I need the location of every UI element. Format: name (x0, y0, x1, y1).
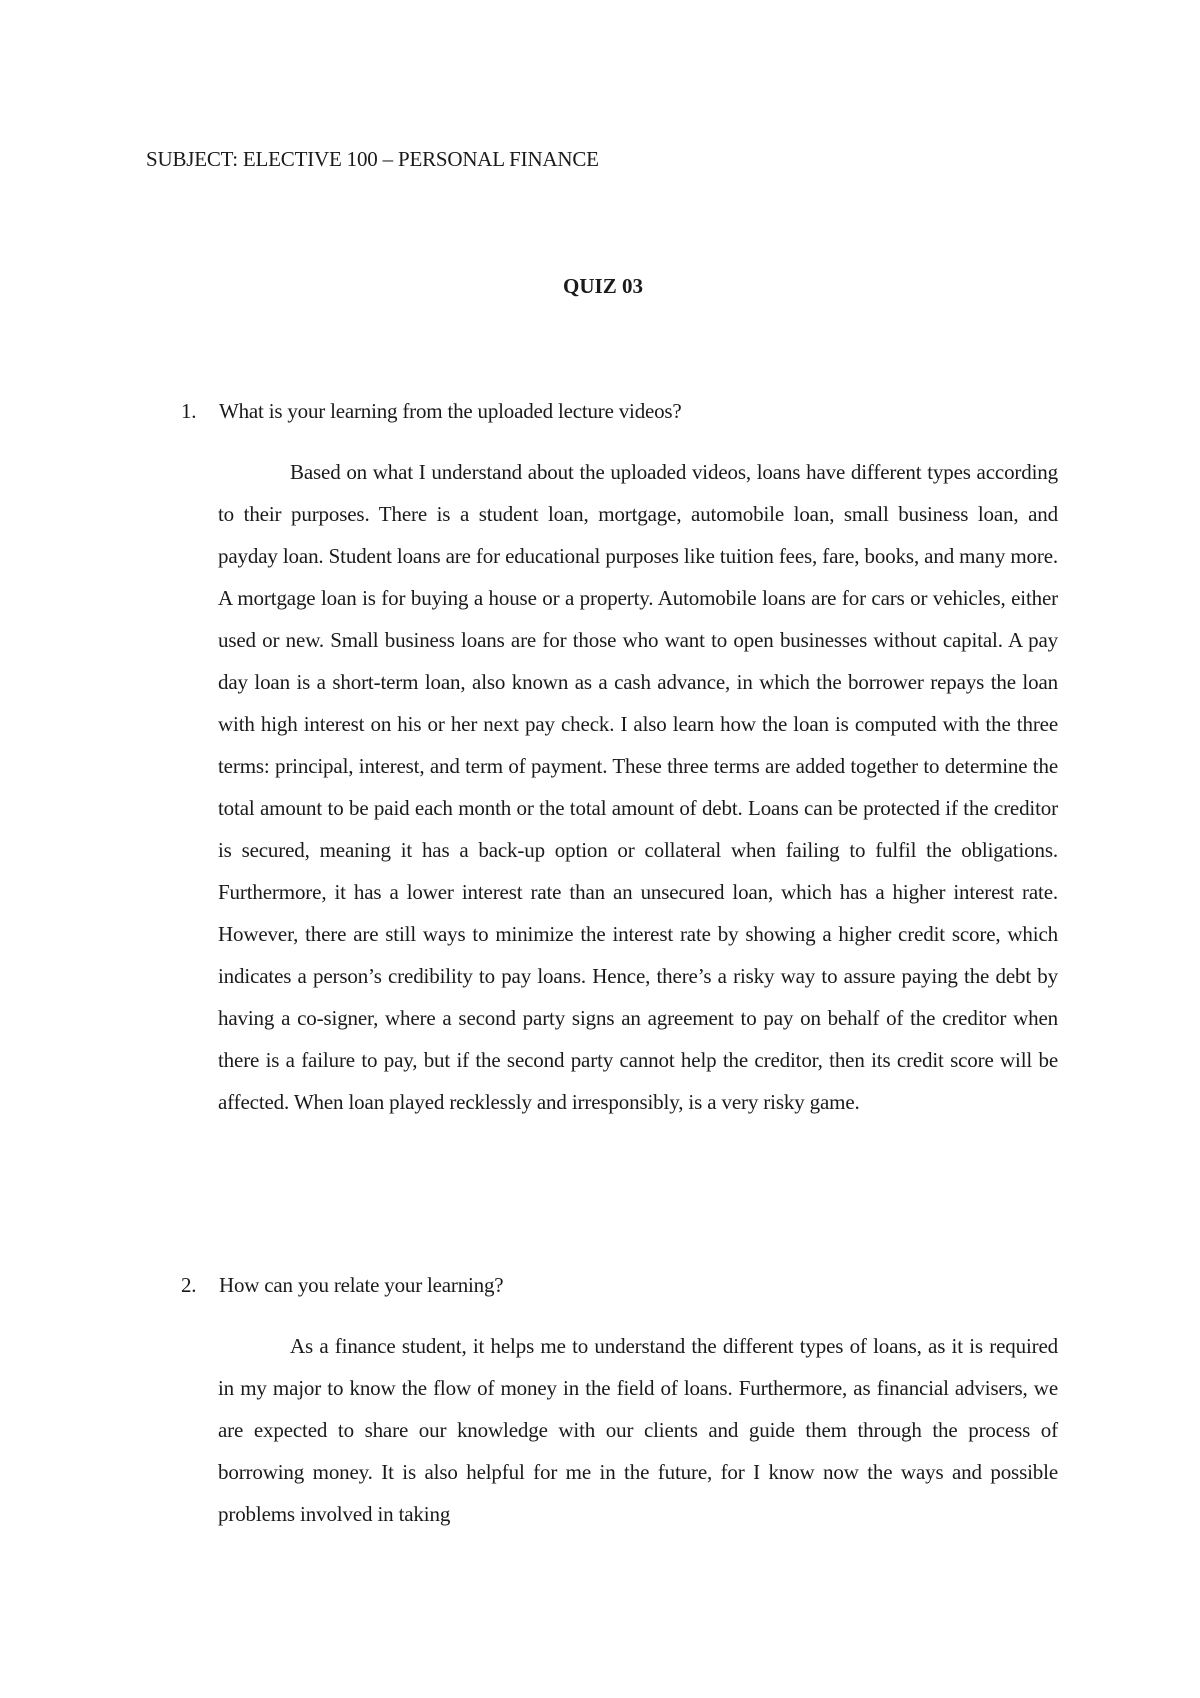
subject-heading: SUBJECT: ELECTIVE 100 – PERSONAL FINANCE (146, 147, 599, 171)
question-2 (181, 1272, 503, 1298)
question-text: What is your learning from the uploaded lecture videos? (219, 399, 682, 423)
question-1 (181, 398, 682, 424)
question-number: 1. (181, 399, 197, 423)
answer-2: As a finance student, it helps me to understand the different types of loans, as it is required in my major to know the flow of money in the field of loans. Furthermore, as financial advisers, we are expected to share our knowledge with our clients and guide them through the process of borrowing money. It is also helpful for me in the future, for I know now the ways and possible problems involved in taking (218, 1334, 1058, 1526)
question-number: 2. (181, 1273, 197, 1297)
quiz-title: QUIZ 03 (563, 274, 643, 298)
answer-1: Based on what I understand about the uploaded videos, loans have different types according to their purposes. There is a student loan, mortgage, automobile loan, small business loan, and payday loan. Student loans are for educational purposes like tuition fees, fare, books, and many more. A mortgage loan is for buying a house or a property. Automobile loans are for cars or vehicles, either used or new. Small business loans are for those who want to open businesses without capital. A pay day loan is a short-term loan, also known as a cash advance, in which the borrower repays the loan with high interest on his or her next pay check. I also learn how the loan is computed with the three terms: principal, interest, and term of payment. These three terms are added together to determine the total amount to be paid each month or the total amount of debt. Loans can be protected if the creditor is secured, meaning it has a back-up option or collateral when failing to fulfil the obligations. Furthermore, it has a lower interest rate than an unsecured loan, which has a higher interest rate. However, there are still ways to minimize the interest rate by showing a higher credit score, which indicates a person’s credibility to pay loans. Hence, there’s a risky way to assure paying the debt by having a co-signer, where a second party signs an agreement to pay on behalf of the creditor when there is a failure to pay, but if the second party cannot help the creditor, then its credit score will be affected. When loan played recklessly and irresponsibly, is a very risky game. (218, 460, 1058, 1114)
question-text: How can you relate your learning? (219, 1273, 504, 1297)
